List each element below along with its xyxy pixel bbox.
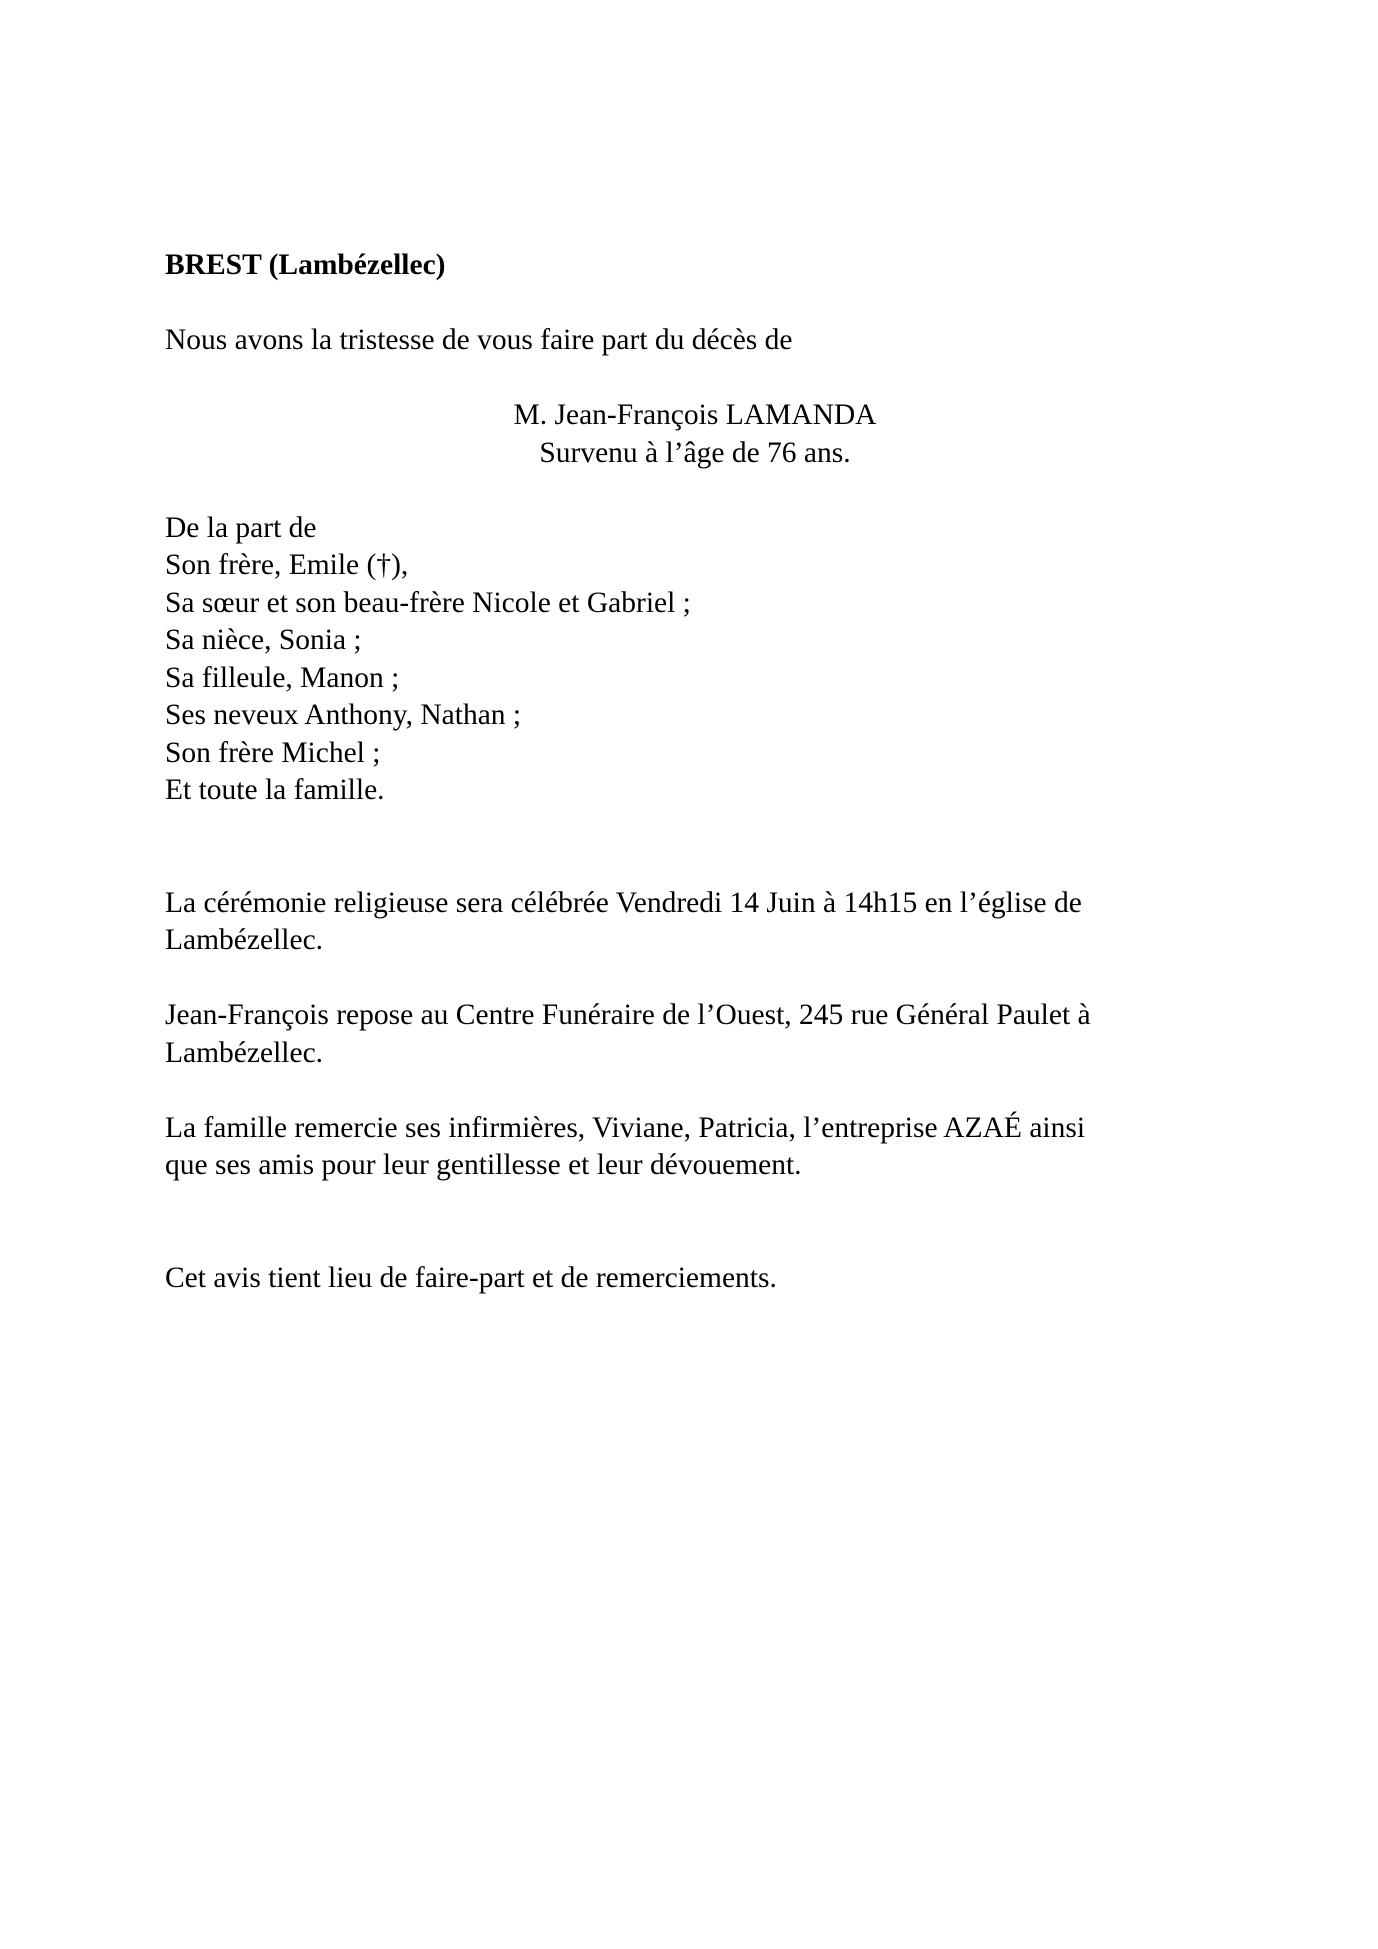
closing-text: Cet avis tient lieu de faire-part et de remerciements. [165,1261,777,1294]
deceased-name: M. Jean-François LAMANDA [513,399,877,431]
family-line: Sa filleule, Manon ; [165,661,400,694]
ceremony-line: Lambézellec. [165,924,324,956]
thanks-line: La famille remercie ses infirmières, Viviane, Patricia, l’entreprise AZAÉ ainsi [165,1111,1086,1144]
family-list [165,510,1225,810]
family-line: Ses neveux Anthony, Nathan ; [165,699,522,731]
spacer [165,360,1225,398]
spacer [165,960,1225,998]
spacer [165,810,1225,885]
deceased-block [165,397,1225,472]
notice-body [165,247,1225,1297]
deceased-age: Survenu à l’âge de 76 ans. [539,436,851,469]
repose-paragraph [165,997,1225,1072]
spacer [165,1185,1225,1260]
family-line: Son frère, Emile (†), [165,549,409,581]
thanks-line: que ses amis pour leur gentillesse et leur dévouement. [165,1149,802,1181]
notice-heading: BREST (Lambézellec) [165,249,446,281]
repose-line: Jean-François repose au Centre Funéraire de l’Ouest, 245 rue Général Paulet à [165,999,1091,1031]
family-line: Sa sœur et son beau-frère Nicole et Gabriel ; [165,586,691,619]
family-line: Son frère Michel ; [165,736,381,769]
spacer [165,285,1225,323]
ceremony-paragraph [165,885,1225,960]
ceremony-line: La cérémonie religieuse sera célébrée Vendredi 14 Juin à 14h15 en l’église de [165,886,1082,919]
repose-line: Lambézellec. [165,1036,324,1069]
thanks-paragraph [165,1110,1225,1185]
spacer [165,1072,1225,1110]
intro-text: Nous avons la tristesse de vous faire part du décès de [165,324,793,356]
family-line: Sa nièce, Sonia ; [165,624,362,656]
family-intro: De la part de [165,511,317,544]
spacer [165,472,1225,510]
family-line: Et toute la famille. [165,774,385,806]
